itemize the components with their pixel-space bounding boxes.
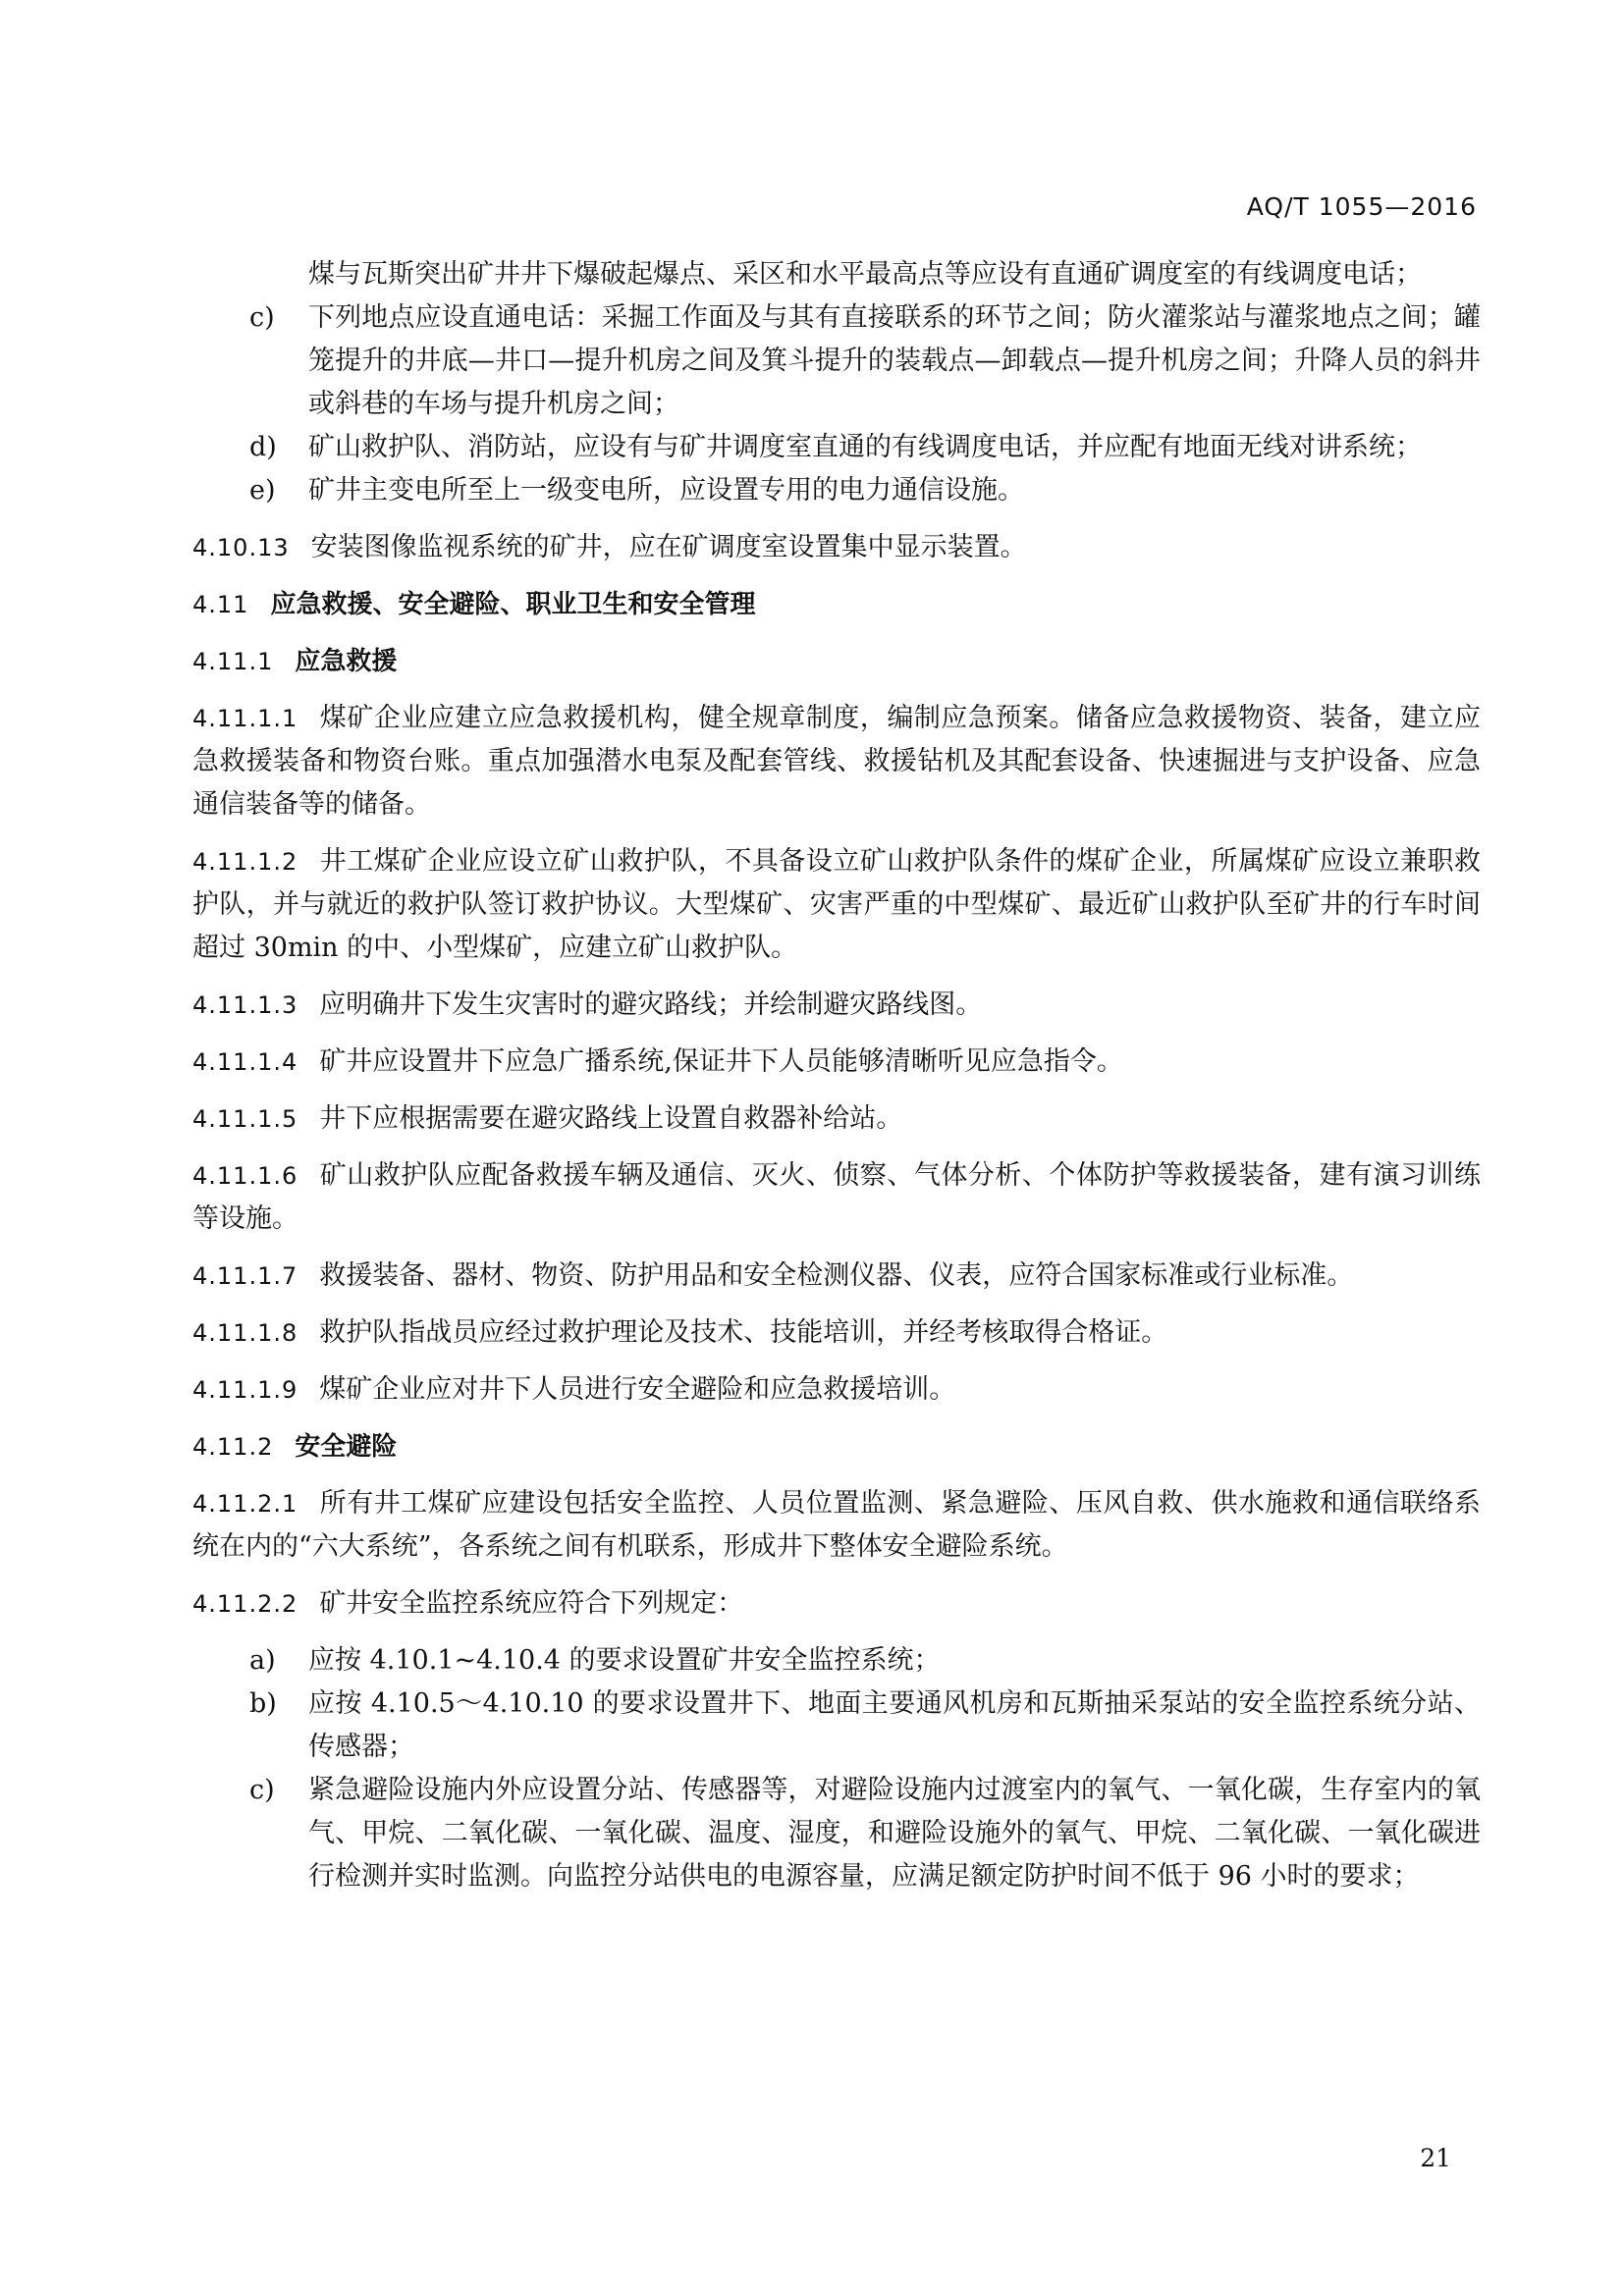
heading-number: 4.11.2	[192, 1433, 274, 1461]
list-label: c)	[249, 1775, 275, 1805]
clause-4-10-13	[192, 526, 1481, 569]
clause-number: 4.11.2.1	[192, 1490, 298, 1518]
heading-number: 4.11.1	[192, 648, 274, 675]
clause-number: 4.11.1.3	[192, 991, 298, 1019]
clause-4-11-1-6	[192, 1154, 1481, 1241]
standard-code: AQ/T 1055—2016	[1246, 192, 1477, 221]
page-body	[192, 253, 1481, 1898]
clause-text: 应明确井下发生灾害时的避灾路线；并绘制避灾路线图。	[319, 989, 983, 1020]
clause-4-11-1-8	[192, 1311, 1481, 1355]
list-item	[192, 1682, 1481, 1769]
clause-number: 4.11.1.6	[192, 1162, 298, 1190]
list-item	[192, 1639, 1481, 1682]
clause-text: 煤矿企业应建立应急救援机构，健全规章制度，编制应急预案。储备应急救援物资、装备，建立应急救援装备和物资台账。重点加强潜水电泵及配套管线、救援钻机及其配套设备、快速掘进与支护设备、应急通信装备等的储备。	[192, 703, 1481, 820]
clause-4-11-1-1	[192, 697, 1481, 827]
heading-text: 应急救援	[295, 647, 398, 676]
list-label: d)	[249, 432, 277, 462]
clause-text: 所有井工煤矿应建设包括安全监控、人员位置监测、紧急避险、压风自救、供水施救和通信联络系统在内的“六大系统”，各系统之间有机联系，形成井下整体安全避险系统。	[192, 1488, 1481, 1562]
clause-number: 4.11.1.5	[192, 1105, 298, 1133]
list-text: 下列地点应设直通电话：采掘工作面及与其有直接联系的环节之间；防火灌浆站与灌浆地点之间；罐笼提升的井底—井口—提升机房之间及箕斗提升的装载点—卸载点—提升机房之间；升降人员的斜井或斜巷的车场与提升机房之间；	[308, 302, 1481, 419]
bottom-list	[192, 1639, 1481, 1898]
list-item	[192, 469, 1481, 512]
clause-number: 4.11.1.7	[192, 1262, 298, 1290]
list-item	[192, 426, 1481, 469]
list-item	[192, 296, 1481, 426]
heading-text: 安全避险	[295, 1432, 398, 1462]
list-continuation: 煤与瓦斯突出矿井井下爆破起爆点、采区和水平最高点等应设有直通矿调度室的有线调度电话；	[308, 259, 1422, 290]
section-heading-4-11-2	[192, 1425, 1481, 1468]
clause-4-11-1-7	[192, 1255, 1481, 1298]
list-text: 紧急避险设施内外应设置分站、传感器等，对避险设施内过渡室内的氧气、一氧化碳，生存室内的氧气、甲烷、二氧化碳、一氧化碳、温度、湿度，和避险设施外的氧气、甲烷、二氧化碳、一氧化碳进行检测并实时监测。向监控分站供电的电源容量，应满足额定防护时间不低于 96 小时的要求；	[308, 1775, 1481, 1892]
page-number: 21	[1420, 2144, 1451, 2172]
clause-number: 4.11.2.2	[192, 1590, 298, 1618]
clause-4-11-2-1	[192, 1482, 1481, 1569]
clause-4-11-1-4	[192, 1041, 1481, 1084]
section-heading-4-11	[192, 583, 1481, 626]
list-label: c)	[249, 302, 275, 333]
heading-number: 4.11	[192, 591, 249, 618]
clause-text: 井下应根据需要在避灾路线上设置自救器补给站。	[319, 1103, 903, 1134]
clause-4-11-2-2	[192, 1582, 1481, 1626]
clause-number: 4.11.1.9	[192, 1376, 298, 1404]
clause-text: 安装图像监视系统的矿井，应在矿调度室设置集中显示装置。	[310, 532, 1027, 562]
list-text: 矿山救护队、消防站，应设有与矿井调度室直通的有线调度电话，并应配有地面无线对讲系统；	[308, 432, 1422, 462]
heading-text: 应急救援、安全避险、职业卫生和安全管理	[270, 590, 756, 619]
clause-text: 救援装备、器材、物资、防护用品和安全检测仪器、仪表，应符合国家标准或行业标准。	[319, 1260, 1354, 1291]
list-text: 应按 4.10.5～4.10.10 的要求设置井下、地面主要通风机房和瓦斯抽采泵站的安全监控系统分站、传感器；	[308, 1688, 1481, 1762]
clause-text: 井工煤矿企业应设立矿山救护队，不具备设立矿山救护队条件的煤矿企业，所属煤矿应设立兼职救护队，并与就近的救护队签订救护协议。大型煤矿、灾害严重的中型煤矿、最近矿山救护队至矿井的行车时间超过 30min 的中、小型煤矿，应建立矿山救护队。	[192, 846, 1481, 963]
clause-4-11-1-9	[192, 1368, 1481, 1412]
list-label: a)	[249, 1645, 276, 1676]
clause-4-11-1-2	[192, 840, 1481, 970]
clause-4-11-1-5	[192, 1097, 1481, 1141]
clause-text: 煤矿企业应对井下人员进行安全避险和应急救援培训。	[319, 1374, 956, 1405]
list-label: b)	[249, 1688, 277, 1719]
clause-text: 矿井安全监控系统应符合下列规定：	[319, 1588, 744, 1619]
clause-number: 4.11.1.2	[192, 848, 298, 876]
section-heading-4-11-1	[192, 640, 1481, 683]
clause-text: 矿井应设置井下应急广播系统,保证井下人员能够清晰听见应急指令。	[319, 1046, 1123, 1077]
clause-text: 矿山救护队应配备救援车辆及通信、灭火、侦察、气体分析、个体防护等救援装备，建有演习训练等设施。	[192, 1160, 1481, 1234]
list-text: 应按 4.10.1~4.10.4 的要求设置矿井安全监控系统；	[308, 1645, 941, 1676]
clause-number: 4.11.1.1	[192, 705, 298, 732]
list-item	[192, 1769, 1481, 1898]
list-label: e)	[249, 475, 276, 506]
clause-number: 4.10.13	[192, 534, 290, 561]
clause-text: 救护队指战员应经过救护理论及技术、技能培训，并经考核取得合格证。	[319, 1317, 1168, 1348]
clause-number: 4.11.1.4	[192, 1048, 298, 1076]
clause-number: 4.11.1.8	[192, 1319, 298, 1347]
clause-4-11-1-3	[192, 984, 1481, 1027]
list-text: 矿井主变电所至上一级变电所，应设置专用的电力通信设施。	[308, 475, 1024, 506]
